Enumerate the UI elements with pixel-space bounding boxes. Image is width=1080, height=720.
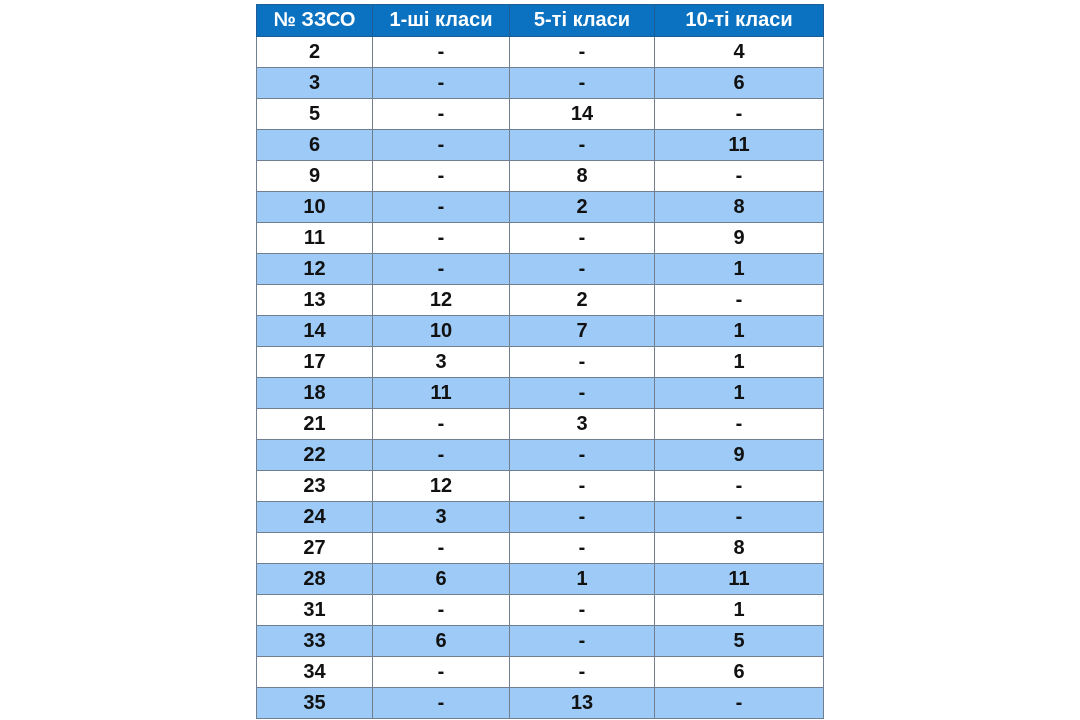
table-row: [257, 378, 824, 409]
grade-1-cell: 3: [373, 347, 510, 378]
table-row: [257, 533, 824, 564]
school-number-cell: 17: [257, 347, 373, 378]
grade-1-cell: -: [373, 688, 510, 719]
grade-1-cell: -: [373, 254, 510, 285]
grade-10-cell: 11: [655, 564, 824, 595]
school-number-cell: 10: [257, 192, 373, 223]
grade-10-cell: -: [655, 471, 824, 502]
grade-10-cell: 9: [655, 440, 824, 471]
grade-10-cell: 1: [655, 595, 824, 626]
table-row: [257, 657, 824, 688]
table-row: [257, 409, 824, 440]
grade-1-cell: -: [373, 161, 510, 192]
grade-5-cell: 13: [510, 688, 655, 719]
grade-1-cell: -: [373, 68, 510, 99]
table-row: [257, 161, 824, 192]
grade-5-cell: -: [510, 68, 655, 99]
grade-5-cell: -: [510, 223, 655, 254]
grade-5-cell: -: [510, 657, 655, 688]
school-number-cell: 22: [257, 440, 373, 471]
grade-1-cell: -: [373, 409, 510, 440]
grade-5-cell: 14: [510, 99, 655, 130]
grade-10-cell: 8: [655, 533, 824, 564]
school-number-cell: 6: [257, 130, 373, 161]
grade-10-cell: 6: [655, 68, 824, 99]
header-grade-10: 10-ті класи: [655, 5, 824, 37]
table-body: [257, 37, 824, 719]
table-row: [257, 595, 824, 626]
grade-1-cell: 12: [373, 471, 510, 502]
table-row: [257, 37, 824, 68]
grade-10-cell: 6: [655, 657, 824, 688]
grade-1-cell: -: [373, 37, 510, 68]
grade-1-cell: 10: [373, 316, 510, 347]
grade-1-cell: -: [373, 99, 510, 130]
school-number-cell: 28: [257, 564, 373, 595]
grade-10-cell: -: [655, 99, 824, 130]
grade-10-cell: -: [655, 502, 824, 533]
header-school-number: № ЗЗСО: [257, 5, 373, 37]
grade-5-cell: 2: [510, 192, 655, 223]
table-row: [257, 254, 824, 285]
header-grade-1: 1-ші класи: [373, 5, 510, 37]
grade-1-cell: -: [373, 192, 510, 223]
grade-1-cell: 6: [373, 564, 510, 595]
grade-1-cell: -: [373, 223, 510, 254]
grade-5-cell: 7: [510, 316, 655, 347]
grade-1-cell: -: [373, 595, 510, 626]
table-row: [257, 564, 824, 595]
school-number-cell: 34: [257, 657, 373, 688]
grade-10-cell: 1: [655, 347, 824, 378]
grade-10-cell: -: [655, 409, 824, 440]
table-row: [257, 316, 824, 347]
school-number-cell: 24: [257, 502, 373, 533]
school-number-cell: 33: [257, 626, 373, 657]
grade-5-cell: 1: [510, 564, 655, 595]
table-row: [257, 285, 824, 316]
grade-5-cell: -: [510, 378, 655, 409]
grade-1-cell: -: [373, 440, 510, 471]
table-row: [257, 440, 824, 471]
school-number-cell: 23: [257, 471, 373, 502]
grade-1-cell: 11: [373, 378, 510, 409]
grade-10-cell: 11: [655, 130, 824, 161]
grade-5-cell: 8: [510, 161, 655, 192]
grade-1-cell: 3: [373, 502, 510, 533]
table-row: [257, 626, 824, 657]
grade-10-cell: 1: [655, 254, 824, 285]
grade-1-cell: -: [373, 657, 510, 688]
table-header-row: [257, 5, 824, 37]
grade-5-cell: -: [510, 254, 655, 285]
grade-5-cell: -: [510, 130, 655, 161]
school-number-cell: 2: [257, 37, 373, 68]
grade-5-cell: -: [510, 471, 655, 502]
table-row: [257, 471, 824, 502]
grade-5-cell: -: [510, 440, 655, 471]
table-row: [257, 99, 824, 130]
school-number-cell: 3: [257, 68, 373, 99]
grade-10-cell: -: [655, 285, 824, 316]
grade-5-cell: -: [510, 626, 655, 657]
school-number-cell: 12: [257, 254, 373, 285]
grade-5-cell: 2: [510, 285, 655, 316]
table-row: [257, 347, 824, 378]
school-number-cell: 5: [257, 99, 373, 130]
grade-10-cell: 1: [655, 316, 824, 347]
grade-5-cell: -: [510, 595, 655, 626]
table-row: [257, 502, 824, 533]
school-number-cell: 14: [257, 316, 373, 347]
grade-1-cell: 12: [373, 285, 510, 316]
grade-10-cell: 8: [655, 192, 824, 223]
school-classes-table: [256, 4, 824, 719]
grade-5-cell: 3: [510, 409, 655, 440]
grade-10-cell: 5: [655, 626, 824, 657]
grade-10-cell: 4: [655, 37, 824, 68]
grade-1-cell: -: [373, 130, 510, 161]
school-number-cell: 18: [257, 378, 373, 409]
grade-5-cell: -: [510, 502, 655, 533]
table-row: [257, 192, 824, 223]
school-number-cell: 27: [257, 533, 373, 564]
grade-5-cell: -: [510, 533, 655, 564]
table-row: [257, 223, 824, 254]
grade-1-cell: -: [373, 533, 510, 564]
grade-10-cell: -: [655, 688, 824, 719]
table-row: [257, 68, 824, 99]
grade-10-cell: 1: [655, 378, 824, 409]
table-row: [257, 688, 824, 719]
grade-5-cell: -: [510, 37, 655, 68]
grade-10-cell: 9: [655, 223, 824, 254]
school-number-cell: 35: [257, 688, 373, 719]
grade-10-cell: -: [655, 161, 824, 192]
school-number-cell: 13: [257, 285, 373, 316]
school-number-cell: 21: [257, 409, 373, 440]
grade-1-cell: 6: [373, 626, 510, 657]
grade-5-cell: -: [510, 347, 655, 378]
school-number-cell: 11: [257, 223, 373, 254]
school-number-cell: 9: [257, 161, 373, 192]
table-row: [257, 130, 824, 161]
header-grade-5: 5-ті класи: [510, 5, 655, 37]
school-number-cell: 31: [257, 595, 373, 626]
school-table-container: [256, 4, 823, 719]
